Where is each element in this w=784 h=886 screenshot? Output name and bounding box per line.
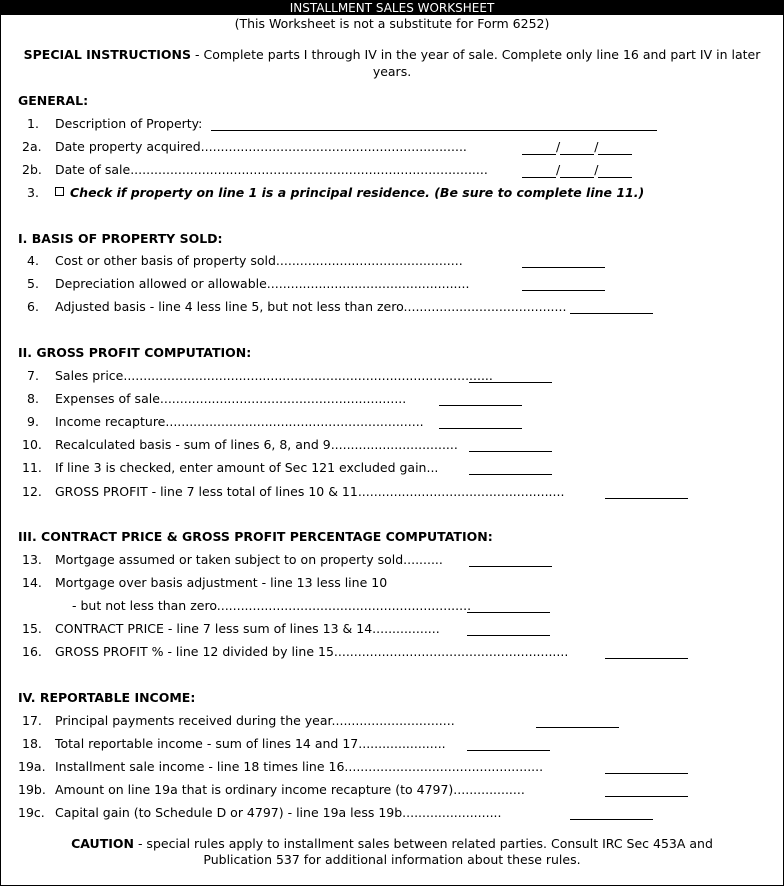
line-12-label: GROSS PROFIT - line 7 less total of lines 10 & 11.................................................... [55, 484, 565, 499]
section-2-heading: II. GROSS PROFIT COMPUTATION: [18, 345, 252, 360]
line-19a-field[interactable] [605, 759, 688, 774]
line-2b-label: Date of sale.......................................................................................... [55, 162, 488, 177]
line-number: 10. [22, 437, 42, 452]
line-number: 8. [27, 391, 39, 406]
section-4-heading: IV. REPORTABLE INCOME: [18, 690, 196, 705]
line-2b-date-field[interactable]: / / [522, 162, 632, 178]
line-2a-date-field[interactable]: / / [522, 139, 632, 155]
line-15-field[interactable] [467, 621, 550, 636]
line-number: 11. [22, 460, 42, 475]
line-16-field[interactable] [605, 644, 688, 659]
line-4-field[interactable] [522, 253, 605, 268]
caution-label: CAUTION [71, 836, 134, 851]
worksheet-title: INSTALLMENT SALES WORKSHEET [0, 0, 784, 15]
line-1-description-field[interactable] [211, 116, 657, 131]
line-1-label: Description of Property: [55, 116, 203, 131]
line-14-continuation: - but not less than zero................................................................ [72, 598, 472, 613]
special-instructions-label: SPECIAL INSTRUCTIONS [23, 47, 192, 62]
line-18-field[interactable] [467, 736, 550, 751]
line-11-label: If line 3 is checked, enter amount of Sec 121 excluded gain... [55, 460, 439, 475]
special-instructions [22, 46, 762, 80]
line-18-label: Total reportable income - sum of lines 14 and 17...................... [55, 736, 446, 751]
line-19b-label: Amount on line 19a that is ordinary income recapture (to 4797).................. [55, 782, 525, 797]
line-17-label: Principal payments received during the year............................... [55, 713, 455, 728]
line-number: 19c. [18, 805, 45, 820]
section-3-heading: III. CONTRACT PRICE & GROSS PROFIT PERCENTAGE COMPUTATION: [18, 529, 493, 544]
line-17-field[interactable] [536, 713, 619, 728]
line-14-field[interactable] [467, 598, 550, 613]
caution-text: - special rules apply to installment sales between related parties. Consult IRC Sec 453A and Publication 537 for additional information about these rules. [133, 836, 713, 867]
line-9-label: Income recapture................................................................. [55, 414, 424, 429]
line-8-field[interactable] [439, 391, 522, 406]
line-3-label: Check if property on line 1 is a principal residence. (Be sure to complete line 11.) [70, 185, 645, 200]
line-5-label: Depreciation allowed or allowable................................................... [55, 276, 470, 291]
line-19c-label: Capital gain (to Schedule D or 4797) - line 19a less 19b......................... [55, 805, 502, 820]
line-number: 2a. [22, 139, 42, 154]
line-number: 16. [22, 644, 42, 659]
principal-residence-checkbox[interactable] [55, 187, 64, 196]
line-10-field[interactable] [469, 437, 552, 452]
line-number: 5. [27, 276, 39, 291]
line-11-field[interactable] [469, 460, 552, 475]
line-number: 3. [27, 185, 39, 200]
line-19c-field[interactable] [570, 805, 653, 820]
line-7-label: Sales price............................................................................................. [55, 368, 493, 383]
line-number: 9. [27, 414, 39, 429]
line-number: 15. [22, 621, 42, 636]
line-5-field[interactable] [522, 276, 605, 291]
line-2a-label: Date property acquired................................................................... [55, 139, 467, 154]
line-10-label: Recalculated basis - sum of lines 6, 8, and 9................................ [55, 437, 458, 452]
line-number: 4. [27, 253, 39, 268]
special-instructions-text: - Complete parts I through IV in the year of sale. Complete only line 16 and part IV in later years. [191, 47, 761, 79]
section-general-heading: GENERAL: [18, 93, 89, 108]
line-12-field[interactable] [605, 484, 688, 499]
line-4-label: Cost or other basis of property sold............................................... [55, 253, 463, 268]
line-16-label: GROSS PROFIT % - line 12 divided by line 15........................................................... [55, 644, 569, 659]
line-number: 6. [27, 299, 39, 314]
line-13-label: Mortgage assumed or taken subject to on property sold.......... [55, 552, 443, 567]
line-number: 19a. [18, 759, 46, 774]
line-15-label: CONTRACT PRICE - line 7 less sum of lines 13 & 14................. [55, 621, 440, 636]
line-number: 13. [22, 552, 42, 567]
line-number: 14. [22, 575, 42, 590]
line-19b-field[interactable] [605, 782, 688, 797]
section-1-heading: I. BASIS OF PROPERTY SOLD: [18, 231, 223, 246]
line-number: 2b. [22, 162, 42, 177]
worksheet-subtitle: (This Worksheet is not a substitute for Form 6252) [234, 16, 550, 31]
line-6-label: Adjusted basis - line 4 less line 5, but not less than zero......................................... [55, 299, 567, 314]
line-number: 1. [27, 116, 39, 131]
line-14-label: Mortgage over basis adjustment - line 13 less line 10 [55, 575, 388, 590]
line-19a-label: Installment sale income - line 18 times line 16.................................................. [55, 759, 544, 774]
line-number: 7. [27, 368, 39, 383]
line-number: 17. [22, 713, 42, 728]
line-number: 19b. [18, 782, 46, 797]
line-13-field[interactable] [469, 552, 552, 567]
line-9-field[interactable] [439, 414, 522, 429]
line-8-label: Expenses of sale.............................................................. [55, 391, 407, 406]
line-3-row [55, 185, 644, 201]
line-7-field[interactable] [469, 368, 552, 383]
line-number: 18. [22, 736, 42, 751]
line-6-field[interactable] [570, 299, 653, 314]
line-number: 12. [22, 484, 42, 499]
caution-note [40, 836, 744, 868]
